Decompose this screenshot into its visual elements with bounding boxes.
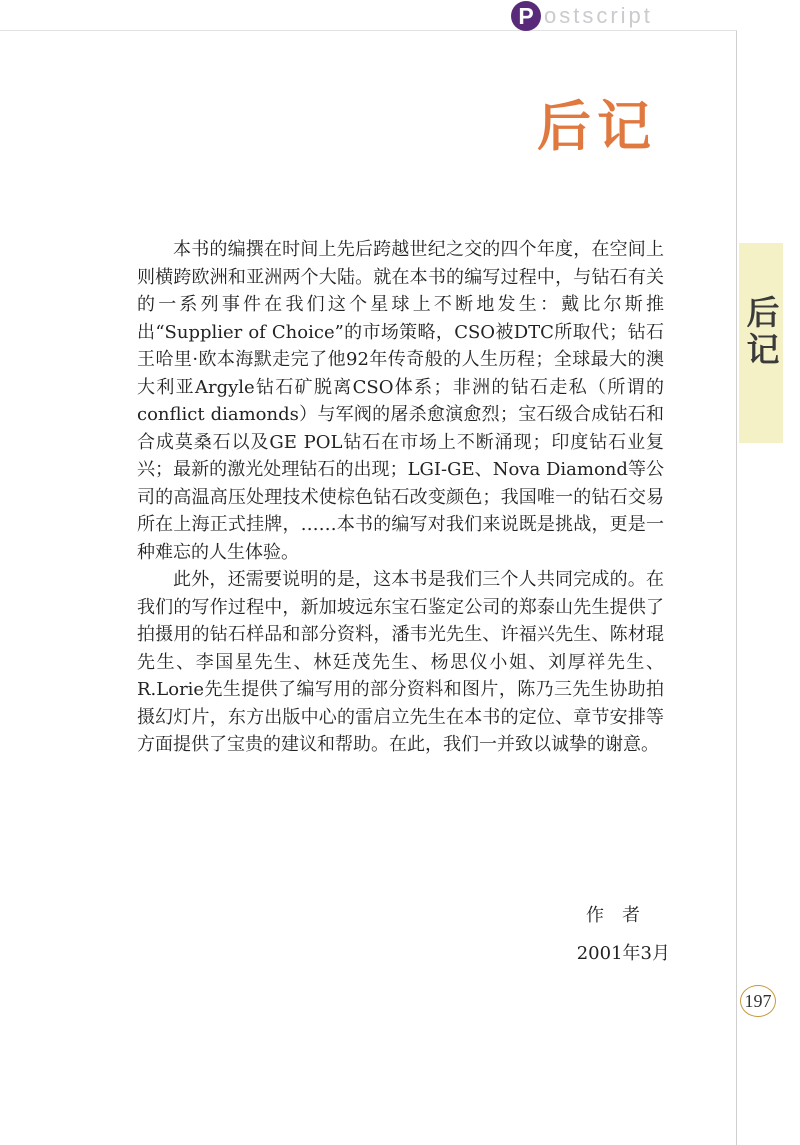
side-tab: [739, 243, 783, 443]
page-title: 后记: [537, 94, 657, 158]
signature-author: 作 者: [586, 905, 640, 926]
signature-date: 2001年3月: [576, 943, 670, 964]
header-word: ostscript: [544, 3, 653, 28]
paragraph: 本书的编撰在时间上先后跨越世纪之交的四个年度，在空间上则横跨欧洲和亚洲两个大陆。就在本书的编写过程中，与钻石有关的一系列事件在我们这个星球上不断地发生：戴比尔斯推出“Supplier of Choice”的市场策略，CSO被DTC所取代；钻石王哈里·欧本海默走完了他92年传奇般的人生历程；全球最大的澳大利亚Argyle钻石矿脱离CSO体系；非洲的钻石走私（所谓的conflict diamonds）与军阀的屠杀愈演愈烈；宝石级合成钻石和合成莫桑石以及GE POL钻石在市场上不断涌现；印度钻石业复兴；最新的激光处理钻石的出现；LGI-GE、Nova Diamond等公司的高温高压处理技术使棕色钻石改变颜色；我国唯一的钻石交易所在上海正式挂牌，……本书的编写对我们来说既是挑战，更是一种难忘的人生体验。: [137, 239, 664, 563]
signature: [500, 900, 670, 970]
postscript-header: [511, 1, 653, 31]
side-tab-label: 后记: [741, 295, 781, 369]
page-number: 197: [740, 985, 776, 1017]
body-text: [137, 236, 664, 759]
p-badge-icon: P: [511, 1, 541, 31]
paragraph: 此外，还需要说明的是，这本书是我们三个人共同完成的。在我们的写作过程中，新加坡远东宝石鉴定公司的郑泰山先生提供了拍摄用的钻石样品和部分资料，潘韦光先生、许福兴先生、陈材琨先生、李国星先生、林廷茂先生、杨思仪小姐、刘厚祥先生、R.Lorie先生提供了编写用的部分资料和图片，陈乃三先生协助拍摄幻灯片，东方出版中心的雷启立先生在本书的定位、章节安排等方面提供了宝贵的建议和帮助。在此，我们一并致以诚挚的谢意。: [137, 569, 664, 755]
